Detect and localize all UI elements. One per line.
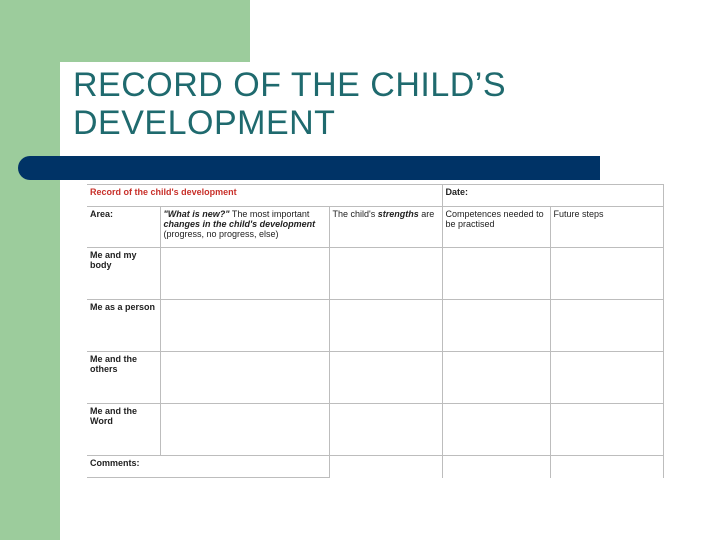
future-steps-header (550, 206, 663, 247)
entry-cell[interactable] (329, 299, 442, 351)
entry-cell[interactable] (442, 299, 550, 351)
row-label-cell (87, 351, 160, 403)
whats-new-label-3: changes in the child's development (163, 218, 316, 229)
comments-cell[interactable] (87, 456, 329, 478)
date-label: Date: (445, 187, 469, 197)
table-row (87, 247, 663, 299)
whats-new-label-4: (progress, no progress, else) (163, 228, 279, 239)
competences-label: Competences needed to be practised (445, 208, 544, 229)
row-label: Me and the others (90, 353, 138, 374)
form-header-row (87, 185, 663, 207)
table-row (87, 403, 663, 455)
competences-header (442, 206, 550, 247)
strengths-label-1: The child's (332, 208, 378, 219)
entry-cell[interactable] (160, 351, 329, 403)
whats-new-label-1: "What is new?" (163, 208, 230, 219)
entry-cell[interactable] (160, 299, 329, 351)
future-steps-label: Future steps (553, 208, 604, 219)
date-cell[interactable] (442, 185, 663, 207)
comments-label: Comments: (90, 458, 140, 469)
strengths-label-3: are (418, 208, 435, 219)
strengths-label-2: strengths (377, 208, 419, 219)
entry-cell[interactable] (550, 247, 663, 299)
strengths-header (329, 206, 442, 247)
comments-row (87, 456, 663, 478)
whats-new-label-2: The most important (229, 208, 310, 219)
entry-cell[interactable] (550, 299, 663, 351)
row-label-cell (87, 247, 160, 299)
area-header (87, 206, 160, 247)
entry-cell[interactable] (442, 403, 550, 455)
comments-blank (550, 456, 663, 478)
entry-cell[interactable] (160, 247, 329, 299)
row-label-cell (87, 403, 160, 455)
entry-cell[interactable] (442, 247, 550, 299)
whats-new-header (160, 206, 329, 247)
entry-cell[interactable] (329, 351, 442, 403)
entry-cell[interactable] (550, 403, 663, 455)
row-label-cell (87, 299, 160, 351)
entry-cell[interactable] (329, 247, 442, 299)
entry-cell[interactable] (160, 403, 329, 455)
row-label: Me and the Word (90, 405, 138, 426)
slide-title: RECORD OF THE CHILD’S DEVELOPMENT (73, 66, 507, 142)
comments-blank (442, 456, 550, 478)
area-label: Area: (90, 208, 114, 219)
title-underline-bar (18, 156, 600, 180)
column-header-row (87, 206, 663, 247)
table-row (87, 299, 663, 351)
row-label: Me as a person (90, 301, 156, 312)
green-side-band (0, 0, 60, 540)
entry-cell[interactable] (442, 351, 550, 403)
entry-cell[interactable] (550, 351, 663, 403)
green-top-band (60, 0, 250, 62)
entry-cell[interactable] (329, 403, 442, 455)
form-title-cell (87, 185, 442, 207)
row-label: Me and my body (90, 249, 137, 270)
table-row (87, 351, 663, 403)
form-title: Record of the child's development (90, 187, 237, 197)
comments-blank (329, 456, 442, 478)
development-record-form (87, 184, 664, 478)
